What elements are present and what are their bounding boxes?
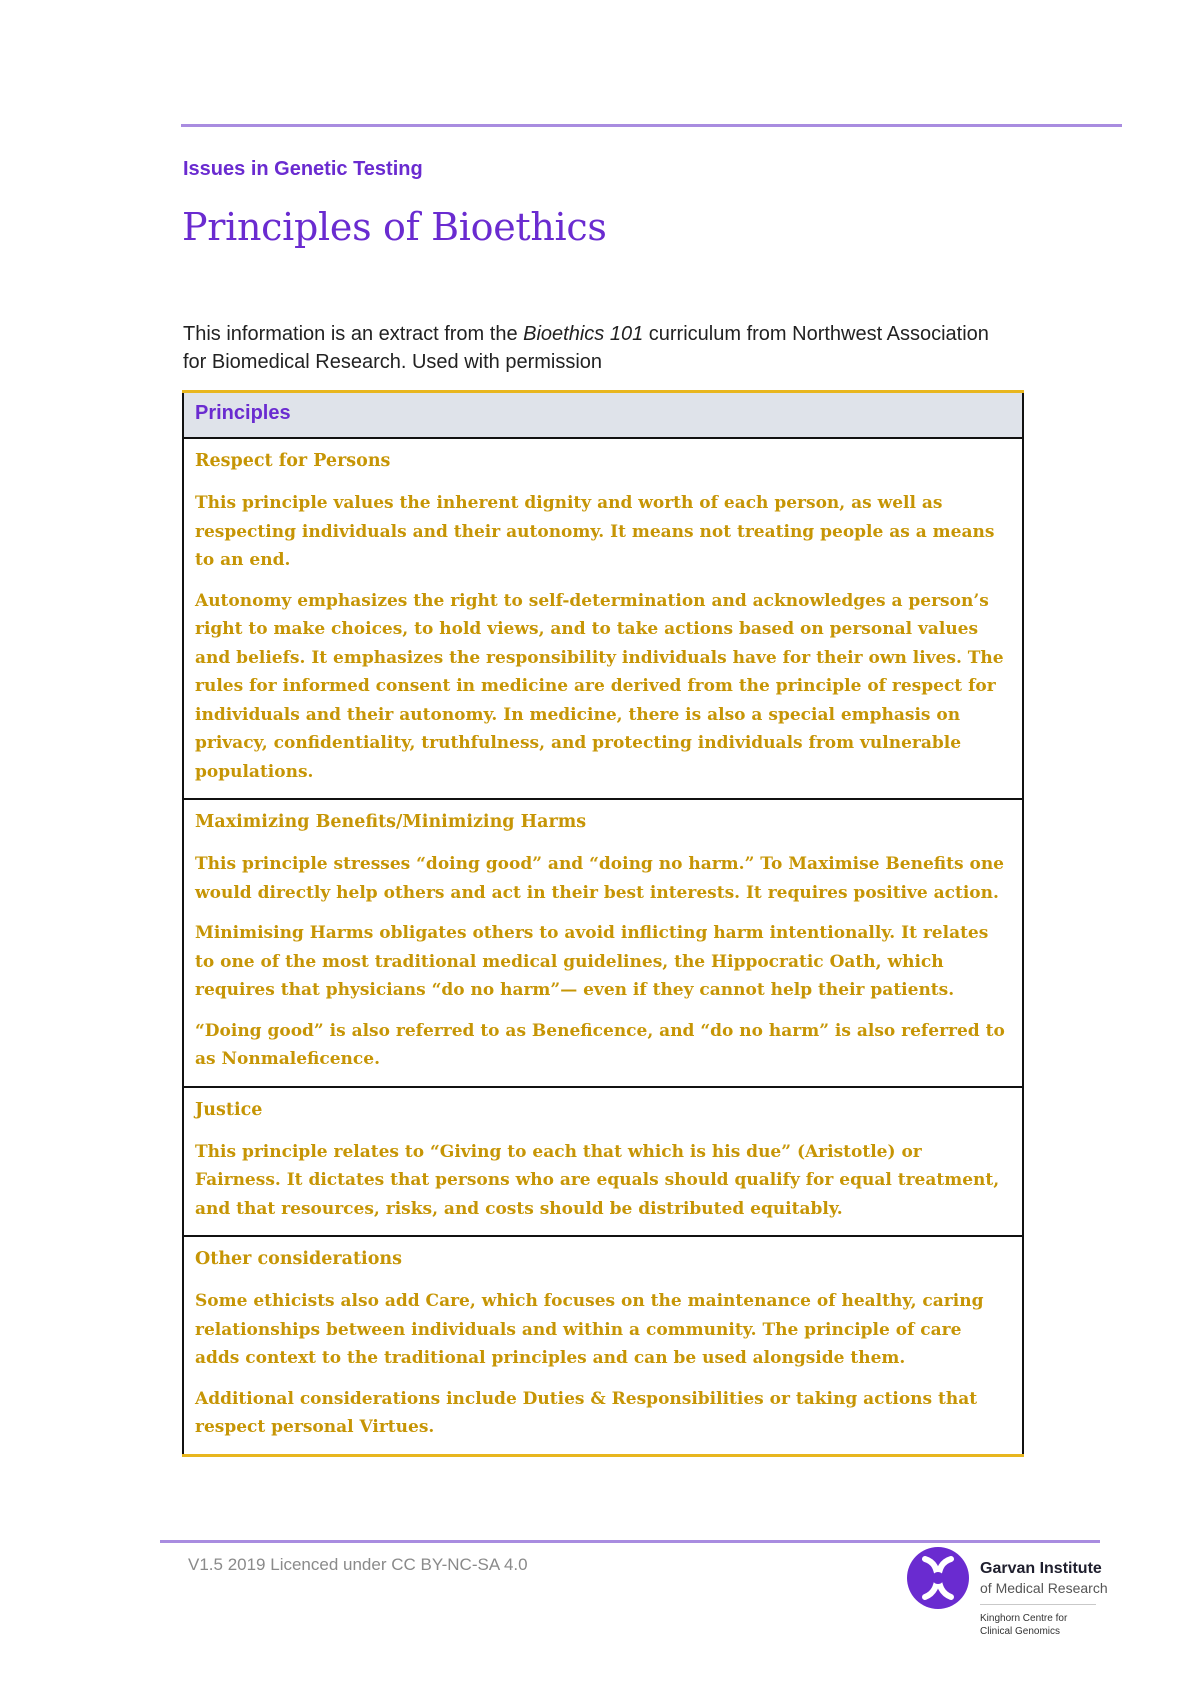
- garvan-logo-icon: [905, 1545, 971, 1611]
- table-header-row: [183, 392, 1023, 439]
- section-paragraph: This principle relates to “Giving to each that which is his due” (Aristotle) or Fairness. It dictates that persons who are equals should qualify for equal treatment, and that resources, risks, and costs should be distributed equitably.: [195, 1141, 1000, 1219]
- section-paragraph: “Doing good” is also referred to as Beneficence, and “do no harm” is also referred to as Nonmaleficence.: [195, 1020, 1005, 1069]
- top-divider: [181, 124, 1122, 127]
- section-paragraph: Autonomy emphasizes the right to self-determination and acknowledges a person’s right to make choices, to hold views, and to take actions based on personal values and beliefs. It emphasizes the responsibility individuals have for their own lives. The rules for informed consent in medicine are derived from the principle of respect for individuals and their autonomy. In medicine, there is also a special emphasis on privacy, confidentiality, truthfulness, and protecting individuals from vulnerable populations.: [195, 590, 1004, 782]
- intro-text-after: curriculum from Northwest Association for Biomedical Research. Used with permission: [183, 323, 989, 373]
- section-respect-for-persons: [183, 438, 1023, 799]
- document-kicker: Issues in Genetic Testing: [183, 158, 423, 180]
- section-paragraph: Some ethicists also add Care, which focuses on the maintenance of healthy, caring relationships between individuals and within a community. The principle of care adds context to the traditional principles and can be used alongside them.: [195, 1291, 984, 1368]
- logo-centre-line-2: Clinical Genomics: [980, 1626, 1061, 1637]
- logo-divider: [980, 1604, 1096, 1605]
- logo-subtitle: of Medical Research: [980, 1580, 1108, 1596]
- table-row: [183, 799, 1023, 1087]
- section-paragraph: Additional considerations include Duties & Responsibilities or taking actions that respect personal Virtues.: [195, 1388, 978, 1437]
- section-title: Respect for Persons: [195, 451, 391, 471]
- license-text: V1.5 2019 Licenced under CC BY-NC-SA 4.0: [188, 1555, 528, 1574]
- section-title: Other considerations: [195, 1249, 402, 1269]
- section-paragraph: This principle stresses “doing good” and “doing no harm.” To Maximise Benefits one would directly help others and act in their best interests. It requires positive action.: [195, 854, 1004, 903]
- table-header: Principles: [183, 392, 1023, 439]
- logo-centre-line-1: Kinghorn Centre for: [980, 1613, 1068, 1624]
- principles-table: [182, 390, 1024, 1457]
- section-benefits-harms: [183, 799, 1023, 1087]
- logo-centre-text: [980, 1612, 1100, 1638]
- intro-text-before: This information is an extract from the: [183, 323, 524, 345]
- logo-name: Garvan Institute: [980, 1560, 1102, 1577]
- section-paragraph: Minimising Harms obligates others to avoid inflicting harm intentionally. It relates to one of the most traditional medical guidelines, the Hippocratic Oath, which requires that physicians “do no harm”— even if they cannot help their patients.: [195, 923, 989, 1000]
- section-other-considerations: [183, 1236, 1023, 1455]
- table-row: [183, 1236, 1023, 1455]
- table-row: [183, 438, 1023, 799]
- section-title: Justice: [195, 1099, 263, 1120]
- section-justice: [183, 1087, 1023, 1237]
- section-title: Maximizing Benefits/Minimizing Harms: [195, 812, 587, 832]
- footer-divider: [160, 1540, 1100, 1543]
- section-paragraph: This principle values the inherent dignity and worth of each person, as well as respecting individuals and their autonomy. It means not treating people as a means to an end.: [195, 493, 995, 570]
- table-row: [183, 1087, 1023, 1237]
- intro-emphasis: Bioethics 101: [523, 323, 644, 345]
- document-title: Principles of Bioethics: [182, 205, 607, 249]
- intro-paragraph: [183, 320, 1003, 376]
